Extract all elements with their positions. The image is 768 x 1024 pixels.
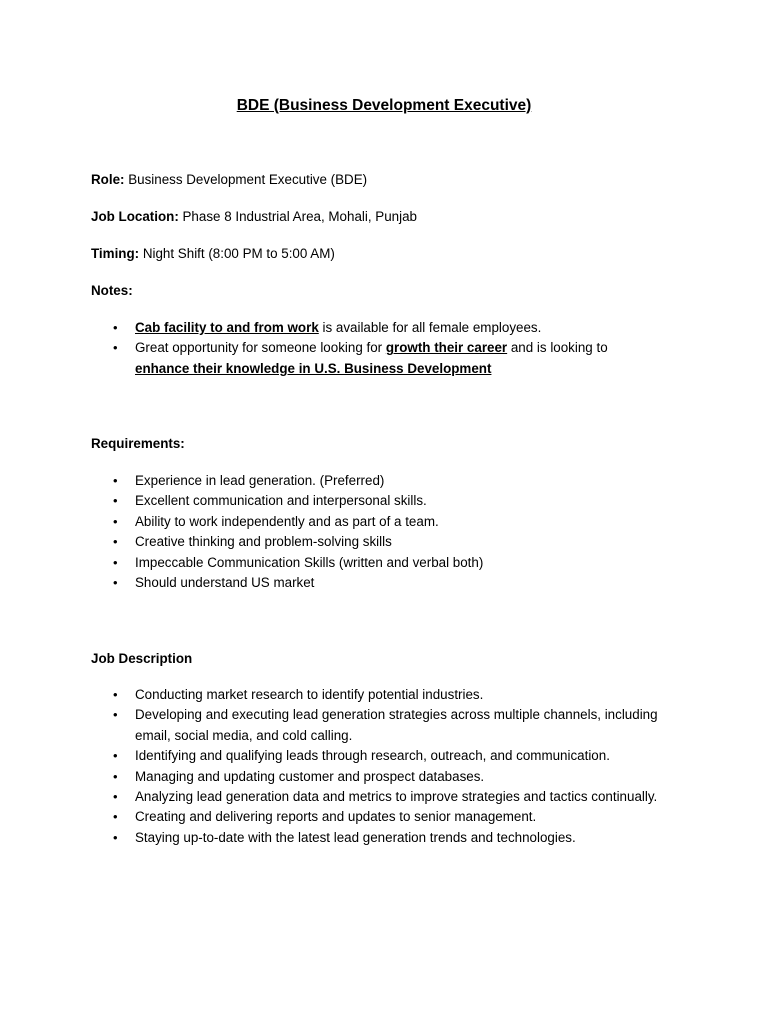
bullet-icon: • (113, 575, 118, 591)
job-description-list (91, 685, 731, 848)
list-item (91, 338, 731, 379)
location-label: Job Location: (91, 209, 179, 224)
bullet-icon: • (113, 320, 118, 335)
notes-list (91, 318, 731, 379)
bullet-icon: • (113, 473, 118, 488)
role-line (91, 170, 367, 190)
list-item-text: Conducting market research to identify potential industries. (135, 687, 484, 702)
bullet-icon: • (113, 554, 118, 570)
list-item (91, 705, 731, 746)
bullet-icon: • (113, 829, 118, 845)
list-item (91, 828, 731, 848)
location-value: Phase 8 Industrial Area, Mohali, Punjab (178, 209, 417, 224)
role-label: Role: (91, 172, 125, 187)
list-item-text: Creative thinking and problem-solving skills (135, 534, 392, 550)
document-title: BDE (Business Development Executive) (236, 97, 532, 114)
list-item (91, 746, 731, 766)
list-item-text-continued: email, social media, and cold calling. (135, 727, 353, 743)
list-item (91, 318, 731, 338)
list-item-text: Analyzing lead generation data and metrics to improve strategies and tactics continually. (135, 789, 658, 805)
bullet-icon: • (113, 534, 118, 550)
list-item (91, 491, 731, 511)
job-description-heading: Job Description (91, 651, 193, 666)
list-item-text: Identifying and qualifying leads through research, outreach, and communication. (135, 748, 610, 764)
list-item-text: Creating and delivering reports and updates to senior management. (135, 809, 537, 825)
requirements-list (91, 471, 731, 593)
list-item (91, 553, 731, 573)
notes-heading: Notes: (91, 283, 133, 298)
list-item (91, 532, 731, 552)
list-item-text: Should understand US market (135, 575, 315, 591)
opportunity-text-pre: Great opportunity for someone looking for (135, 340, 386, 356)
list-item-text: Impeccable Communication Skills (written and verbal both) (135, 554, 484, 570)
bullet-icon: • (113, 493, 118, 509)
requirements-heading: Requirements: (91, 436, 185, 451)
bullet-icon: • (113, 768, 118, 784)
list-item-text: Experience in lead generation. (Preferred) (135, 473, 385, 488)
list-item-text: Developing and executing lead generation strategies across multiple channels, including (135, 707, 658, 723)
list-item-text: Staying up-to-date with the latest lead generation trends and technologies. (135, 829, 576, 845)
timing-line (91, 244, 335, 264)
bullet-icon: • (113, 748, 118, 764)
list-item (91, 787, 731, 807)
opportunity-text-mid: and is looking to (507, 340, 608, 356)
bullet-icon: • (113, 707, 118, 723)
timing-value: Night Shift (8:00 PM to 5:00 AM) (139, 246, 335, 261)
list-item (91, 685, 731, 705)
list-item-text: Ability to work independently and as part of a team. (135, 513, 439, 529)
cab-facility-emphasis: Cab facility to and from work (135, 320, 319, 335)
list-item (91, 471, 731, 491)
bullet-icon: • (113, 340, 118, 356)
timing-label: Timing: (91, 246, 140, 261)
location-line (91, 207, 417, 227)
role-value: Business Development Executive (BDE) (124, 172, 368, 187)
bullet-icon: • (113, 687, 118, 702)
bullet-icon: • (113, 789, 118, 805)
list-item (91, 512, 731, 532)
list-item (91, 807, 731, 827)
bullet-icon: • (113, 513, 118, 529)
growth-emphasis: growth their career (385, 340, 508, 356)
bullet-icon: • (113, 809, 118, 825)
list-item-text: Managing and updating customer and prospect databases. (135, 768, 485, 784)
list-item-text: Excellent communication and interpersonal skills. (135, 493, 427, 509)
knowledge-emphasis: enhance their knowledge in U.S. Business Development (135, 360, 492, 376)
list-item (91, 767, 731, 787)
cab-facility-rest: is available for all female employees. (318, 320, 542, 335)
list-item (91, 573, 731, 593)
